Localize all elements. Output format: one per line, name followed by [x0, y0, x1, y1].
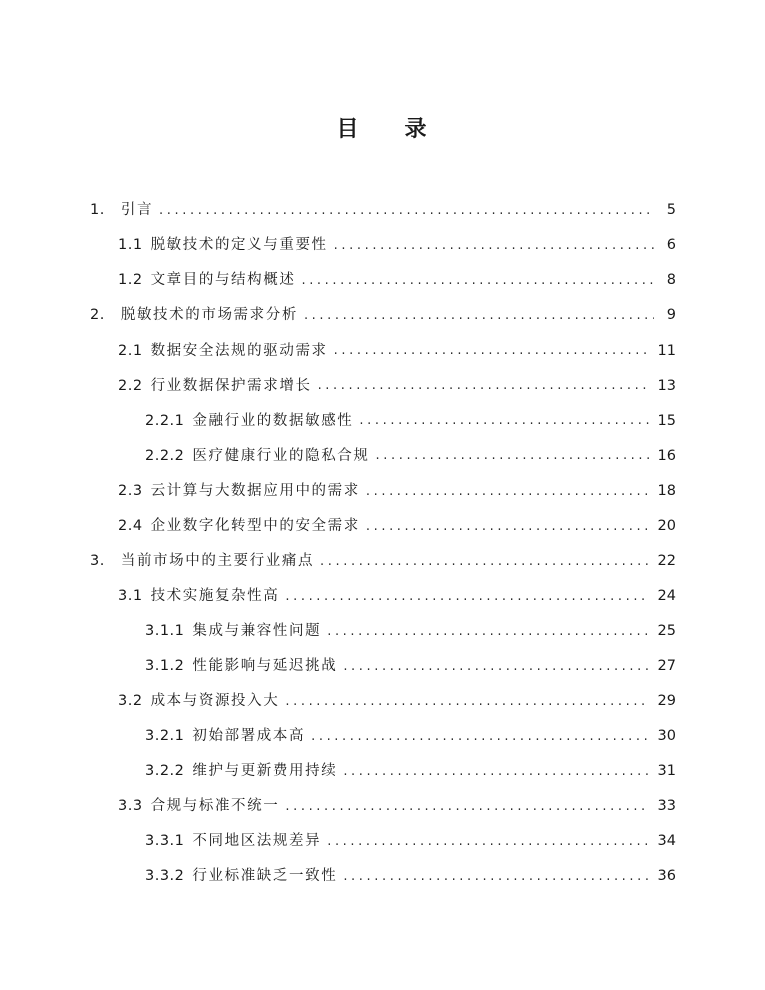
- toc-entry-title: 文章目的与结构概述: [150, 272, 296, 289]
- toc-entry-number: 2.: [90, 307, 105, 324]
- page-title: [0, 112, 765, 143]
- toc-entry-number: 3.3.2: [145, 868, 185, 885]
- toc-entry-title: 企业数字化转型中的安全需求: [150, 517, 360, 534]
- toc-entry-page-number: 30: [657, 728, 676, 745]
- toc-entry-title: 脱敏技术的定义与重要性: [150, 237, 328, 254]
- toc-entry-page-number: 8: [666, 272, 676, 289]
- toc-leader-dots: [318, 379, 650, 392]
- toc-leader-dots: [343, 870, 649, 883]
- toc-entry-title: 初始部署成本高: [192, 728, 306, 745]
- toc-entry-number: 2.2: [118, 377, 143, 394]
- toc-entry[interactable]: [90, 579, 676, 614]
- toc-leader-dots: [343, 660, 649, 673]
- toc-entry-number: 3.1.1: [145, 623, 185, 640]
- toc-entry[interactable]: [90, 263, 676, 298]
- toc-entry-title: 云计算与大数据应用中的需求: [150, 482, 360, 499]
- toc-entry-title: 引言: [120, 202, 154, 219]
- toc-entry[interactable]: [90, 228, 676, 263]
- toc-entry[interactable]: [90, 754, 676, 789]
- toc-entry-number: 3.3.1: [145, 833, 185, 850]
- toc-leader-dots: [285, 590, 649, 603]
- toc-entry-title: 成本与资源投入大: [150, 693, 280, 710]
- toc-entry[interactable]: [90, 333, 676, 368]
- toc-leader-dots: [366, 520, 650, 533]
- toc-leader-dots: [334, 239, 654, 252]
- toc-entry[interactable]: [90, 193, 676, 228]
- toc-entry[interactable]: [90, 438, 676, 473]
- toc-leader-dots: [285, 800, 649, 813]
- toc-entry-number: 2.3: [118, 482, 143, 499]
- toc-entry[interactable]: [90, 614, 676, 649]
- toc-entry-page-number: 22: [657, 552, 676, 569]
- toc-entry-title: 医疗健康行业的隐私合规: [192, 447, 370, 464]
- toc-entry-number: 2.1: [118, 342, 143, 359]
- toc-entry[interactable]: [90, 298, 676, 333]
- page-title-second-char: 录: [404, 116, 429, 142]
- toc-entry-title: 维护与更新费用持续: [192, 763, 338, 780]
- toc-leader-dots: [311, 730, 649, 743]
- toc-entry-number: 1.1: [118, 237, 143, 254]
- toc-entry[interactable]: [90, 789, 676, 824]
- toc-entry-title: 当前市场中的主要行业痛点: [120, 552, 315, 569]
- toc-leader-dots: [301, 274, 654, 287]
- toc-entry[interactable]: [90, 368, 676, 403]
- toc-entry[interactable]: [90, 544, 676, 579]
- toc-entry-page-number: 6: [666, 237, 676, 254]
- toc-entry-number: 2.2.1: [145, 412, 185, 429]
- toc-leader-dots: [343, 765, 649, 778]
- toc-entry-page-number: 13: [657, 377, 676, 394]
- toc-entry[interactable]: [90, 649, 676, 684]
- toc-entry-page-number: 15: [657, 412, 676, 429]
- toc-entry-page-number: 25: [657, 623, 676, 640]
- table-of-contents: [90, 193, 676, 894]
- toc-leader-dots: [304, 309, 654, 322]
- toc-entry-page-number: 27: [657, 658, 676, 675]
- toc-leader-dots: [359, 414, 649, 427]
- toc-entry-number: 3.1: [118, 587, 143, 604]
- toc-entry-number: 1.2: [118, 272, 143, 289]
- toc-entry-page-number: 34: [657, 833, 676, 850]
- toc-entry[interactable]: [90, 509, 676, 544]
- toc-entry-page-number: 36: [657, 868, 676, 885]
- toc-entry-title: 行业数据保护需求增长: [150, 377, 312, 394]
- toc-entry-page-number: 31: [657, 763, 676, 780]
- toc-entry-title: 脱敏技术的市场需求分析: [120, 307, 298, 324]
- toc-entry-title: 数据安全法规的驱动需求: [150, 342, 328, 359]
- toc-entry-number: 1.: [90, 202, 105, 219]
- toc-entry-number: 2.2.2: [145, 447, 185, 464]
- toc-entry-page-number: 9: [666, 307, 676, 324]
- toc-entry-number: 3.2.1: [145, 728, 185, 745]
- toc-entry-title: 行业标准缺乏一致性: [192, 868, 338, 885]
- toc-entry-page-number: 18: [657, 482, 676, 499]
- toc-entry-number: 3.3: [118, 798, 143, 815]
- toc-entry-page-number: 11: [657, 342, 676, 359]
- toc-entry-page-number: 33: [657, 798, 676, 815]
- toc-entry-page-number: 5: [666, 202, 676, 219]
- toc-entry-number: 3.: [90, 552, 105, 569]
- toc-leader-dots: [376, 449, 650, 462]
- toc-entry[interactable]: [90, 474, 676, 509]
- toc-entry-number: 3.2: [118, 693, 143, 710]
- toc-entry[interactable]: [90, 824, 676, 859]
- toc-entry[interactable]: [90, 403, 676, 438]
- toc-leader-dots: [366, 485, 650, 498]
- toc-leader-dots: [320, 555, 650, 568]
- toc-entry-number: 3.2.2: [145, 763, 185, 780]
- toc-entry-title: 不同地区法规差异: [192, 833, 322, 850]
- toc-leader-dots: [327, 835, 649, 848]
- toc-entry[interactable]: [90, 719, 676, 754]
- toc-entry[interactable]: [90, 859, 676, 894]
- toc-entry-title: 集成与兼容性问题: [192, 623, 322, 640]
- toc-entry-number: 3.1.2: [145, 658, 185, 675]
- toc-leader-dots: [159, 204, 654, 217]
- toc-entry-page-number: 16: [657, 447, 676, 464]
- toc-leader-dots: [285, 695, 649, 708]
- toc-entry-title: 技术实施复杂性高: [150, 587, 280, 604]
- page-title-first-char: 目: [336, 116, 361, 142]
- toc-entry-title: 性能影响与延迟挑战: [192, 658, 338, 675]
- toc-leader-dots: [334, 344, 650, 357]
- toc-entry-page-number: 24: [657, 587, 676, 604]
- toc-entry-page-number: 29: [657, 693, 676, 710]
- toc-entry-title: 金融行业的数据敏感性: [192, 412, 354, 429]
- toc-entry-title: 合规与标准不统一: [150, 798, 280, 815]
- toc-entry-number: 2.4: [118, 517, 143, 534]
- toc-entry[interactable]: [90, 684, 676, 719]
- toc-entry-page-number: 20: [657, 517, 676, 534]
- toc-leader-dots: [327, 625, 649, 638]
